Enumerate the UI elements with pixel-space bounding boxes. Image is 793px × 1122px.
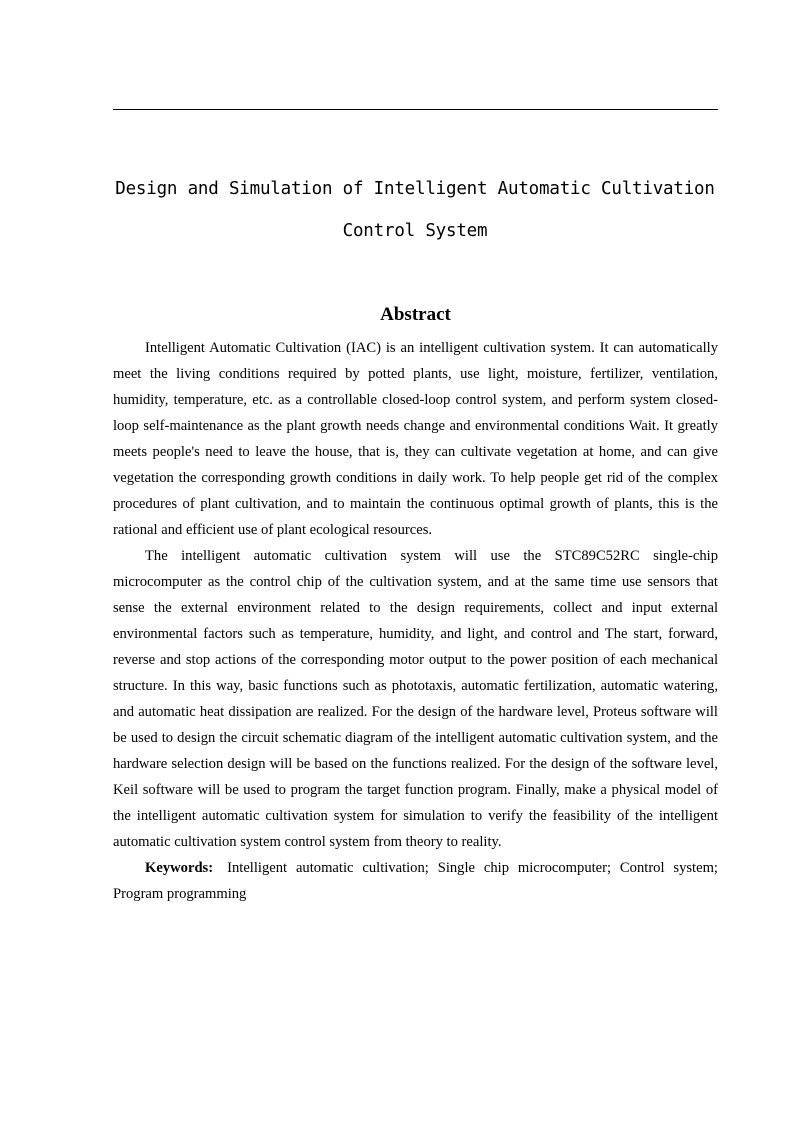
paper-title-line-2: Control System	[342, 221, 488, 241]
abstract-body	[113, 335, 718, 907]
header-rule	[113, 109, 718, 110]
paper-title-line-1: Design and Simulation of Intelligent Automatic Cultivation	[115, 179, 715, 199]
abstract-paragraph-2: The intelligent automatic cultivation system will use the STC89C52RC single-chip microcomputer as the control chip of the cultivation system, and at the same time use sensors that sense the external environment related to the design requirements, collect and input external environmental factors such as temperature, humidity, and light, and control and The start, forward, reverse and stop actions of the corresponding motor output to the power position of each mechanical structure. In this way, basic functions such as phototaxis, automatic fertilization, automatic watering, and automatic heat dissipation are realized. For the design of the hardware level, Proteus software will be used to design the circuit schematic diagram of the intelligent automatic cultivation system, and the hardware selection design will be based on the functions realized. For the design of the software level, Keil software will be used to program the target function program. Finally, make a physical model of the intelligent automatic cultivation system for simulation to verify the feasibility of the intelligent automatic cultivation system control system from theory to reality.	[113, 548, 718, 850]
abstract-heading: Abstract	[380, 304, 451, 325]
keywords-line	[113, 855, 718, 907]
keywords-label: Keywords:	[145, 860, 214, 876]
abstract-paragraph-1: Intelligent Automatic Cultivation (IAC) is an intelligent cultivation system. It can automatically meet the living conditions required by potted plants, use light, moisture, fertilizer, ventilation, humidity, temperature, etc. as a controllable closed-loop control system, and perform system closed-loop self-maintenance as the plant growth needs change and environmental conditions Wait. It greatly meets people's need to leave the house, that is, they can cultivate vegetation at home, and can give vegetation the corresponding growth conditions in daily work. To help people get rid of the complex procedures of plant cultivation, and to maintain the continuous optimal growth of plants, this is the rational and efficient use of plant ecological resources.	[113, 340, 718, 538]
keywords-text: Intelligent automatic cultivation; Single chip microcomputer; Control system; Program programming	[113, 860, 718, 902]
paper-title	[100, 168, 730, 252]
